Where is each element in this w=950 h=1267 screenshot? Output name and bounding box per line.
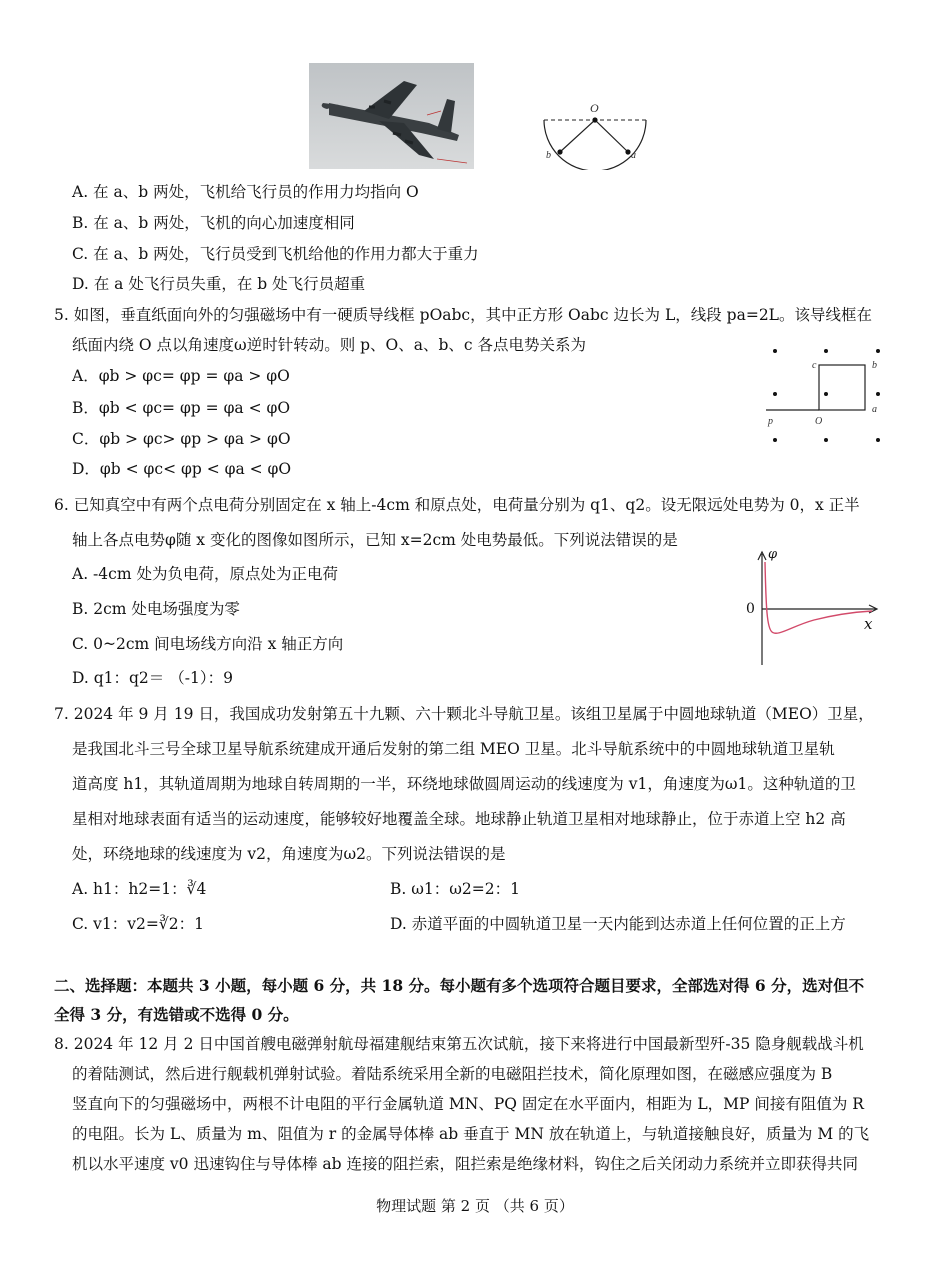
field-dot	[773, 349, 777, 353]
field-dot	[876, 392, 880, 396]
q8-stem-line-1: 8. 2024 年 12 月 2 日中国首艘电磁弹射航母福建舰结束第五次试航，接下来将进行中国最新型歼-35 隐身舰载战斗机	[54, 1035, 864, 1053]
section-2-heading-line-2: 全得 3 分，有选错或不选得 0 分。	[54, 1005, 299, 1024]
potential-graph	[744, 548, 880, 666]
q6-stem-line-2: 轴上各点电势φ随 x 变化的图像如图所示，已知 x=2cm 处电势最低。下列说法错误的是	[72, 531, 678, 549]
field-dot	[876, 349, 880, 353]
q7-stem-line-2: 是我国北斗三号全球卫星导航系统建成开通后发射的第二组 MEO 卫星。北斗导航系统中的中圆地球轨道卫星轨	[72, 740, 835, 758]
q6-option-d: D. q1：q2＝ （-1）：9	[72, 669, 233, 687]
field-dot	[773, 438, 777, 442]
airplane-photo	[309, 63, 474, 169]
q5-option-c: C．φb > φc> φp > φa > φO	[72, 430, 291, 448]
q8-stem-line-2: 的着陆测试，然后进行舰载机弹射试验。着陆系统采用全新的电磁阻拦技术，简化原理如图，在磁感应强度为 B	[72, 1065, 833, 1083]
q5-stem-line-1: 5. 如图，垂直纸面向外的匀强磁场中有一硬质导线框 pOabc，其中正方形 Oabc 边长为 L，线段 pa=2L。该导线框在	[54, 306, 872, 324]
label-c: c	[812, 360, 817, 371]
field-dot	[876, 438, 880, 442]
field-dot	[773, 392, 777, 396]
q4-option-b: B. 在 a、b 两处，飞机的向心加速度相同	[72, 214, 355, 232]
q5-stem-line-2: 纸面内绕 O 点以角速度ω逆时针转动。则 p、O、a、b、c 各点电势关系为	[72, 336, 587, 354]
graph-origin-label: 0	[746, 601, 755, 617]
q7-option-d: D. 赤道平面的中圆轨道卫星一天内能到达赤道上任何位置的正上方	[390, 915, 846, 933]
diagram-label-b: b	[546, 150, 551, 161]
q6-option-a: A. -4cm 处为负电荷，原点处为正电荷	[72, 565, 338, 583]
q4-option-a: A. 在 a、b 两处，飞机给飞行员的作用力均指向 O	[72, 183, 419, 201]
label-b: b	[872, 360, 877, 371]
label-O: O	[815, 416, 823, 427]
diagram-label-O: O	[590, 101, 599, 115]
q4-option-d: D. 在 a 处飞行员失重，在 b 处飞行员超重	[72, 275, 366, 293]
q7-stem-line-5: 处，环绕地球的线速度为 v2，角速度为ω2。下列说法错误的是	[72, 845, 506, 863]
q4-option-c: C. 在 a、b 两处，飞行员受到飞机给他的作用力都大于重力	[72, 245, 479, 263]
q5-option-d: D．φb < φc< φp < φa < φO	[72, 460, 292, 478]
field-dot	[824, 438, 828, 442]
q6-option-c: C. 0~2cm 间电场线方向沿 x 轴正方向	[72, 635, 344, 653]
graph-x-label: x	[864, 615, 873, 633]
q8-stem-line-5: 机以水平速度 v0 迅速钩住与导体棒 ab 连接的阻拦索，阻拦索是绝缘材料，钩住之后关闭动力系统并立即获得共同	[72, 1155, 858, 1173]
q7-option-c: C. v1：v2=∛2：1	[72, 915, 204, 933]
section-2-heading-line-1: 二、选择题：本题共 3 小题，每小题 6 分，共 18 分。每小题有多个选项符合题目要求，全部选对得 6 分，选对但不	[54, 976, 865, 995]
q8-stem-line-4: 的电阻。长为 L、质量为 m、阻值为 r 的金属导体棒 ab 垂直于 MN 放在轨道上，与轨道接触良好，质量为 M 的飞	[72, 1125, 870, 1143]
q5-option-b: B．φb < φc= φp = φa < φO	[72, 399, 291, 417]
graph-y-label: φ	[768, 547, 778, 562]
q7-stem-line-1: 7. 2024 年 9 月 19 日，我国成功发射第五十九颗、六十颗北斗导航卫星。该组卫星属于中圆地球轨道（MEO）卫星，	[54, 705, 874, 723]
label-p: p	[768, 416, 773, 427]
q7-stem-line-4: 星相对地球表面有适当的运动速度，能够较好地覆盖全球。地球静止轨道卫星相对地球静止，位于赤道上空 h2 高	[72, 810, 846, 828]
field-dot	[824, 349, 828, 353]
q6-stem-line-1: 6. 已知真空中有两个点电荷分别固定在 x 轴上-4cm 和原点处，电荷量分别为 q1、q2。设无限远处电势为 0，x 正半	[54, 496, 860, 514]
q8-stem-line-3: 竖直向下的匀强磁场中，两根不计电阻的平行金属轨道 MN、PQ 固定在水平面内，相距为 L，MP 间接有阻值为 R	[72, 1095, 864, 1113]
q7-stem-line-3: 道高度 h1，其轨道周期为地球自转周期的一半，环绕地球做圆周运动的线速度为 v1，角速度为ω1。这种轨道的卫	[72, 775, 856, 793]
q5-option-a: A．φb > φc= φp = φa > φO	[72, 367, 290, 385]
q7-option-b: B. ω1：ω2=2：1	[390, 880, 520, 898]
q7-option-a: A. h1：h2=1：∛4	[72, 880, 207, 898]
label-a: a	[872, 404, 877, 415]
q6-option-b: B. 2cm 处电场强度为零	[72, 600, 240, 618]
diagram-label-a: a	[631, 150, 636, 161]
page-footer: 物理试题 第 2 页 （共 6 页）	[376, 1197, 574, 1215]
field-dot	[824, 392, 828, 396]
